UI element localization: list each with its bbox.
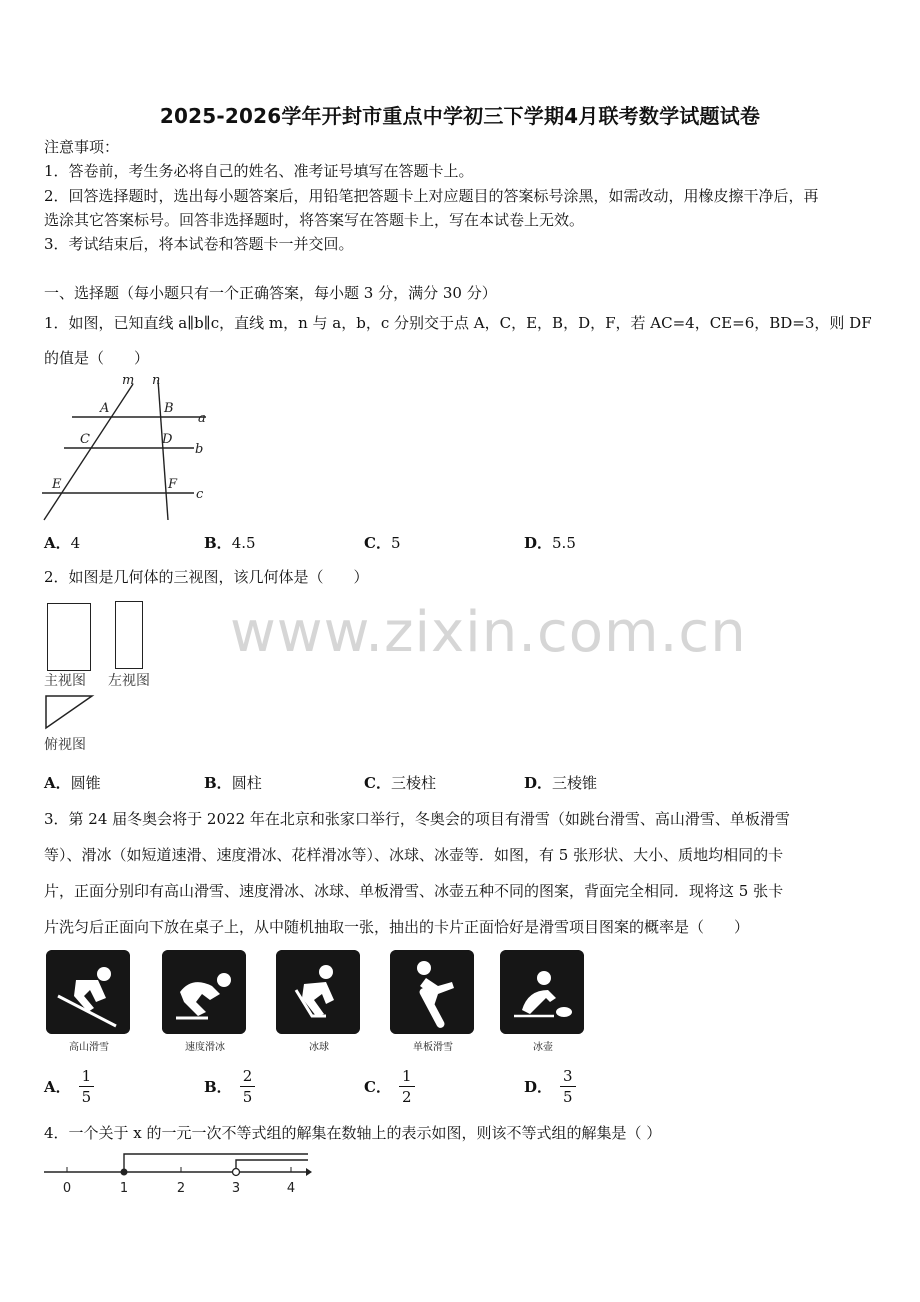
q2-option-d[interactable]: D．三棱锥 [524, 774, 598, 792]
q2-stem: 2．如图是几何体的三视图，该几何体是（ ） [44, 568, 369, 586]
card-caption: 冰壶 [533, 1042, 553, 1053]
alpine-skiing-icon [46, 950, 130, 1034]
tick-label-4: 4 [286, 1181, 296, 1196]
q2-option-c[interactable]: C．三棱柱 [364, 774, 436, 792]
card-caption: 高山滑雪 [69, 1042, 109, 1053]
q3-option-c[interactable]: C． $\frac{1}{2}$ [364, 1066, 415, 1107]
card-alpine-skiing [46, 950, 132, 1053]
card-curling [500, 950, 586, 1053]
label-b: b [195, 442, 204, 457]
left-view-label: 左视图 [108, 673, 150, 689]
notice-item-2-line-2: 选涂其它答案标号。回答非选择题时，将答案写在答题卡上，写在本试卷上无效。 [44, 211, 585, 229]
tick-label-2: 2 [176, 1181, 186, 1196]
q2-option-b[interactable]: B．圆柱 [204, 774, 262, 792]
q4-stem: 4．一个关于 x 的一元一次不等式组的解集在数轴上的表示如图，则该不等式组的解集是（ ） [44, 1124, 662, 1142]
q4-number-line [40, 1148, 320, 1200]
watermark: www.zixin.com.cn [230, 600, 747, 665]
q1-option-d[interactable]: D．5.5 [524, 534, 576, 552]
q3-stem-line-2: 等）、滑冰（如短道速滑、速度滑冰、花样滑冰等）、冰球、冰壶等．如图，有 5 张形状、大小、质地均相同的卡 [44, 846, 784, 864]
q3-option-b[interactable]: B． $\frac{2}{5}$ [204, 1066, 255, 1107]
label-E: E [52, 477, 62, 492]
q1-option-a[interactable]: A．4 [44, 534, 81, 552]
q1-parallel-lines-figure [40, 372, 220, 524]
card-snowboard [390, 950, 476, 1053]
front-view-label: 主视图 [44, 673, 86, 689]
label-m: m [122, 373, 135, 388]
label-B: B [164, 401, 174, 416]
ice-hockey-icon [276, 950, 360, 1034]
q1-option-b[interactable]: B．4.5 [204, 534, 256, 552]
left-view-rect [115, 601, 143, 669]
notice-item-3: 3．考试结束后，将本试卷和答题卡一并交回。 [44, 235, 354, 253]
open-point [233, 1169, 240, 1176]
page-title: 2025-2026学年开封市重点中学初三下学期4月联考数学试题试卷 [159, 104, 761, 128]
card-ice-hockey [276, 950, 362, 1053]
speed-skating-icon [162, 950, 246, 1034]
curling-icon [500, 950, 584, 1034]
top-view-triangle [44, 694, 96, 732]
solid-point [121, 1169, 128, 1176]
label-D: D [162, 432, 173, 447]
card-speed-skating [162, 950, 248, 1053]
card-caption: 速度滑冰 [185, 1042, 225, 1053]
solution-bracket-2 [236, 1160, 308, 1172]
notice-item-1: 1．答卷前，考生务必将自己的姓名、准考证号填写在答题卡上。 [44, 162, 474, 180]
q2-option-a[interactable]: A．圆锥 [44, 774, 101, 792]
q3-stem-line-4: 片洗匀后正面向下放在桌子上，从中随机抽取一张，抽出的卡片正面恰好是滑雪项目图案的概率是（ ） [44, 918, 750, 936]
tick-label-1: 1 [119, 1181, 129, 1196]
section-heading: 一、选择题（每小题只有一个正确答案，每小题 3 分，满分 30 分） [44, 284, 497, 302]
label-a: a [198, 411, 206, 426]
q1-option-c[interactable]: C．5 [364, 534, 401, 552]
label-C: C [80, 432, 90, 447]
label-n: n [152, 373, 161, 388]
label-A: A [100, 401, 110, 416]
card-caption: 冰球 [309, 1042, 329, 1053]
tick-label-3: 3 [231, 1181, 241, 1196]
label-F: F [168, 477, 178, 492]
q3-stem-line-3: 片，正面分别印有高山滑雪、速度滑冰、冰球、单板滑雪、冰壶五种不同的图案，背面完全相同．现将这 5 张卡 [44, 882, 784, 900]
solution-bracket-1 [124, 1154, 308, 1172]
tick-label-0: 0 [62, 1181, 72, 1196]
line-m [44, 384, 133, 520]
q1-stem-line-2: 的值是（ ） [44, 349, 150, 367]
top-view-label: 俯视图 [44, 737, 86, 753]
notice-item-2-line-1: 2．回答选择题时，选出每小题答案后，用铅笔把答题卡上对应题目的答案标号涂黑，如需改动，用橡皮擦干净后，再 [44, 187, 819, 205]
notice-heading: 注意事项： [44, 138, 120, 156]
q3-option-a[interactable]: A． $\frac{1}{5}$ [44, 1066, 94, 1107]
card-caption: 单板滑雪 [413, 1042, 453, 1053]
front-view-rect [47, 603, 91, 671]
snowboard-icon [390, 950, 474, 1034]
q3-option-d[interactable]: D． $\frac{3}{5}$ [524, 1066, 576, 1107]
q1-stem-line-1: 1．如图，已知直线 a∥b∥c，直线 m，n 与 a，b，c 分别交于点 A，C，E，B，D，F，若 AC=4，CE=6，BD=3，则 DF [44, 314, 872, 332]
label-c: c [196, 487, 204, 502]
q3-stem-line-1: 3．第 24 届冬奥会将于 2022 年在北京和张家口举行，冬奥会的项目有滑雪（如跳台滑雪、高山滑雪、单板滑雪 [44, 810, 790, 828]
